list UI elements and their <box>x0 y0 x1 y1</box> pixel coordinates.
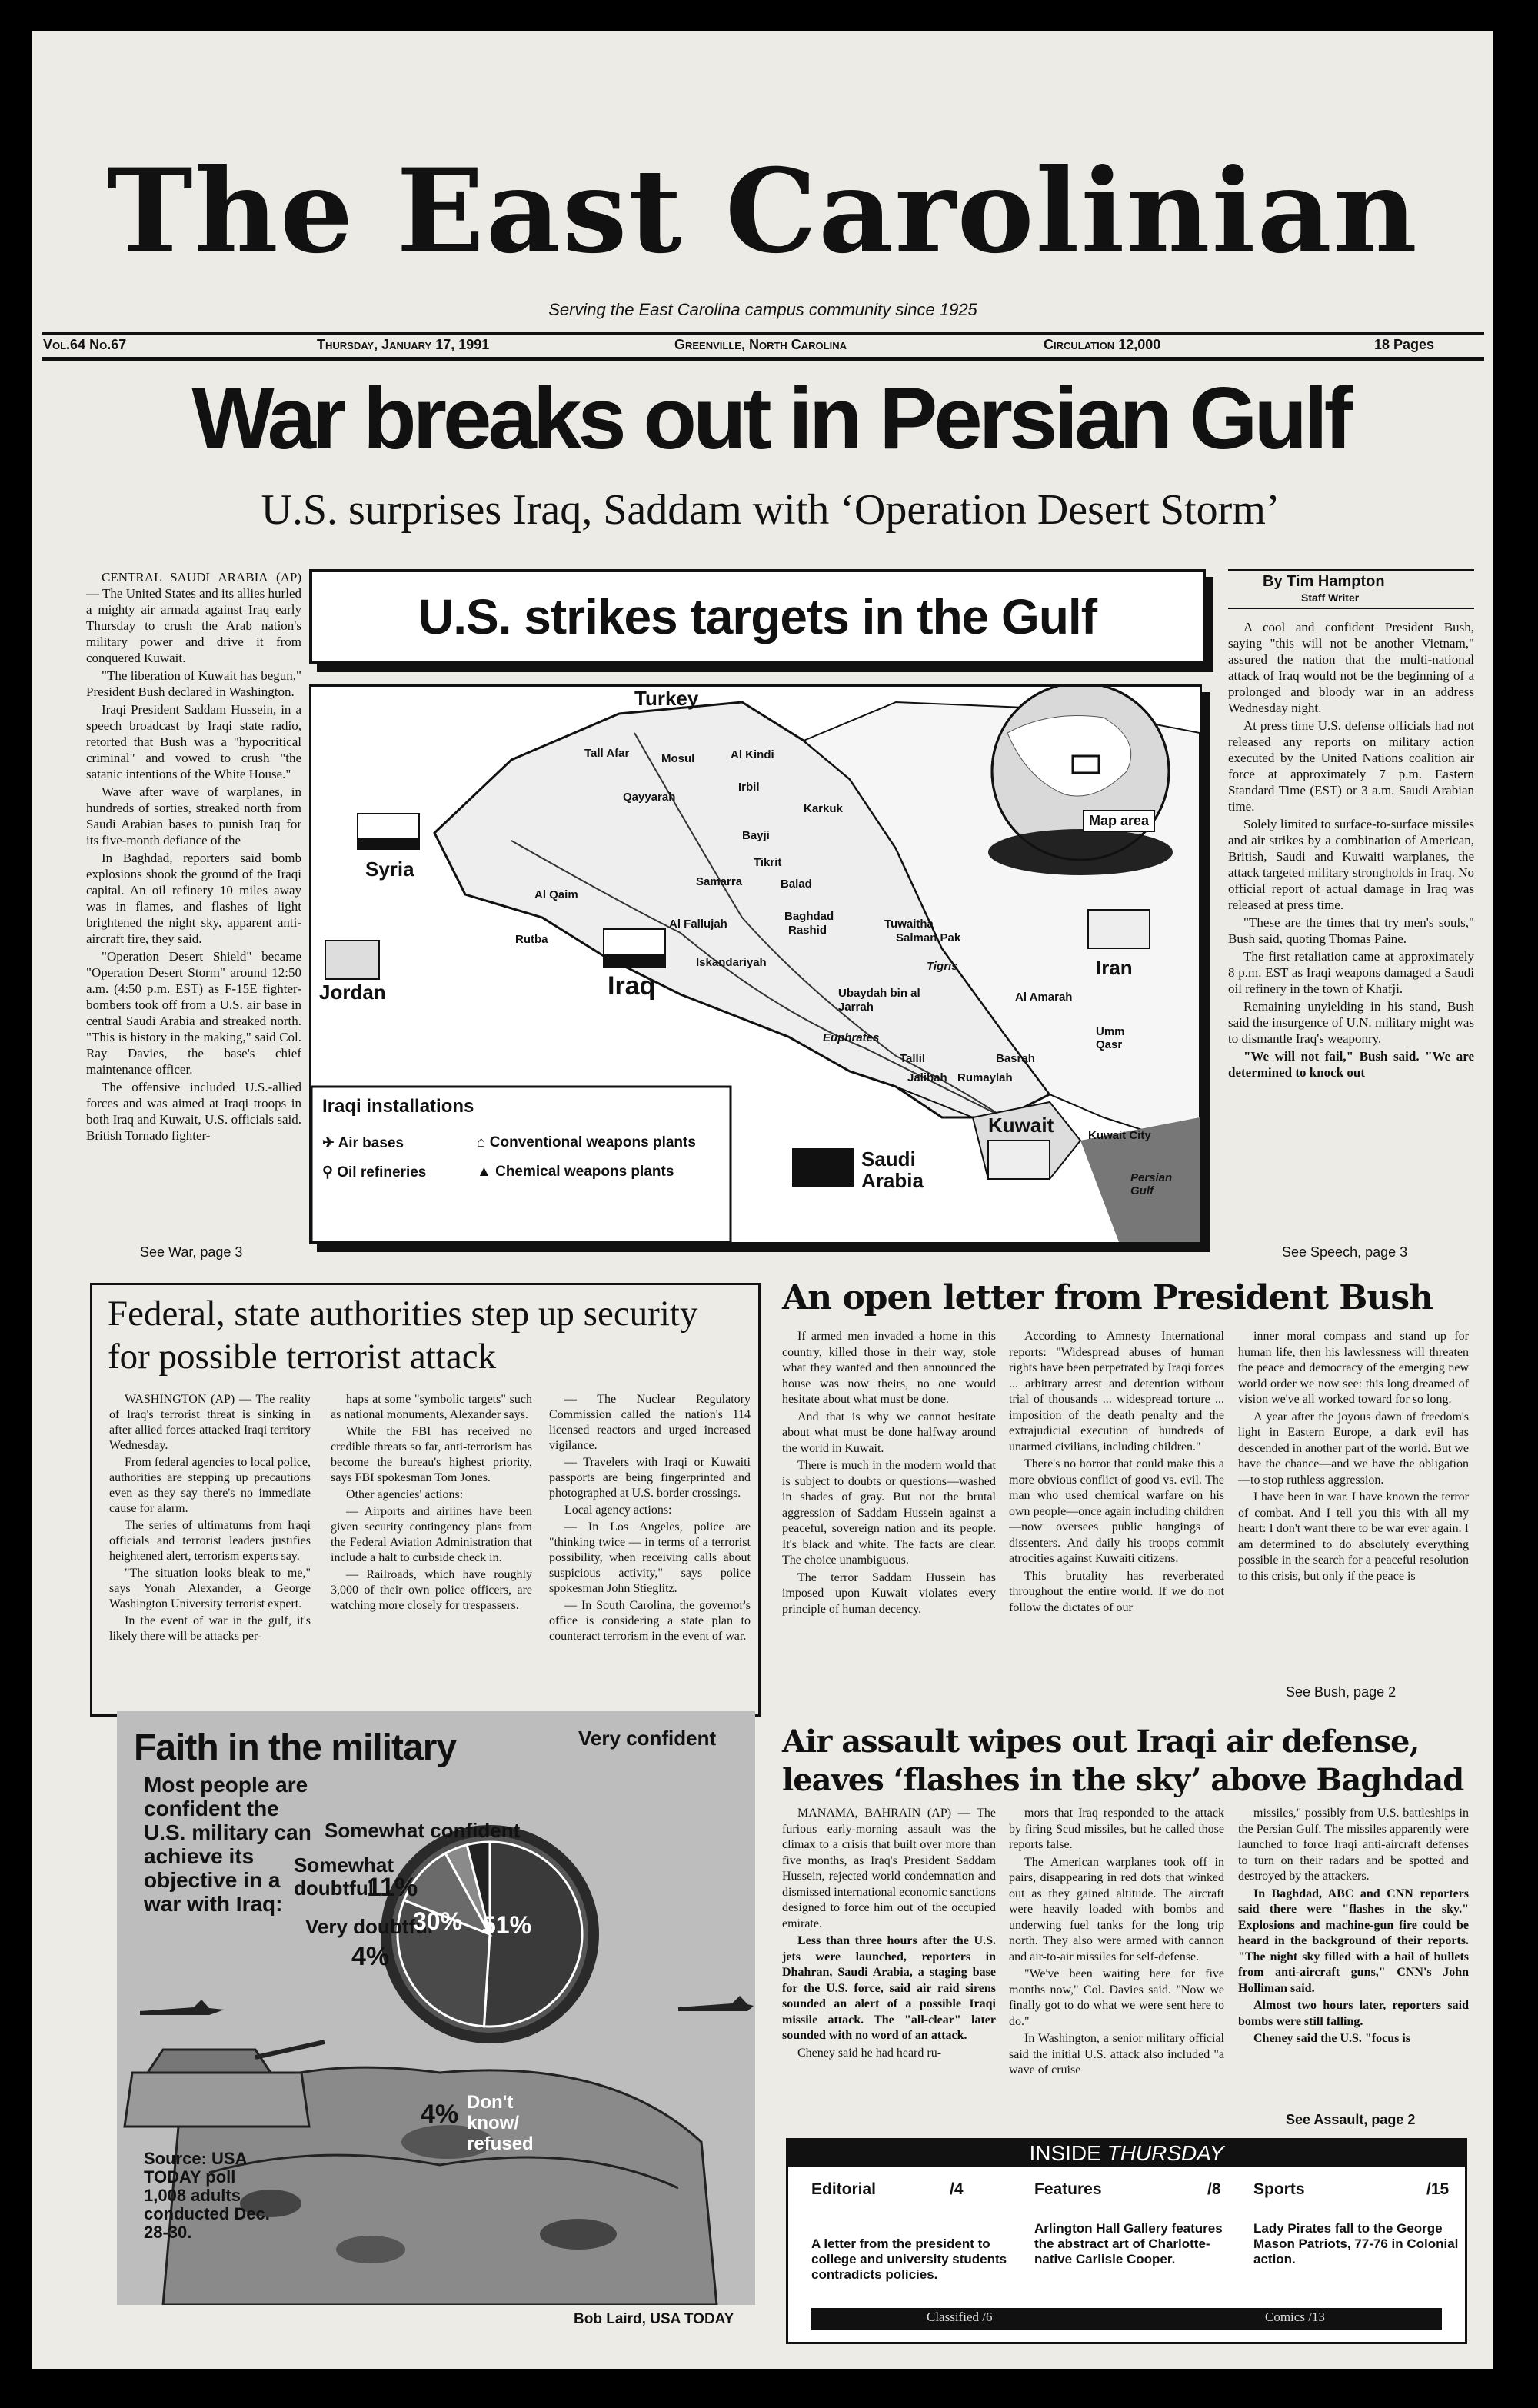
speech-role: Staff Writer <box>1301 591 1360 604</box>
map-city: Balad <box>781 878 812 891</box>
faith-chart-credit: Bob Laird, USA TODAY <box>574 2311 734 2327</box>
federal-headline: Federal, state authorities step up security for possible terrorist attack <box>108 1294 698 1377</box>
federal-paragraph: — In Los Angeles, police are "thinking twice — in terms of a terrorist possibility, when receiving calls about suspicious activity," says police spokesman John Stieglitz. <box>549 1520 751 1595</box>
map-city: Rutba <box>515 933 548 946</box>
legend-title: Iraqi installations <box>322 1096 474 1117</box>
federal-paragraph: Local agency actions: <box>564 1504 672 1517</box>
inside-banner-label: INSIDE <box>1029 2141 1101 2165</box>
legend-air-bases: ✈ Air bases <box>322 1135 404 1151</box>
map-city: Mosul <box>661 752 695 765</box>
inside-sports-page: /15 <box>1426 2180 1450 2198</box>
pie-label-dont-know: Don't know/ refused <box>467 2092 534 2154</box>
map-country-turkey: Turkey <box>634 687 699 710</box>
air-column-1 <box>782 1806 996 2129</box>
speech-paragraph: At press time U.S. defense officials had not released any reports on military action executed by the United Nations coalition air force at approximately 7 p.m. Eastern Standard Time (EST) or 3 a.m. Saudi Arabian time. <box>1228 718 1474 814</box>
masthead-title: The East Carolinian <box>107 144 1419 279</box>
speech-jump[interactable]: See Speech, page 3 <box>1282 1244 1408 1260</box>
map-area-label: Map area <box>1083 810 1155 832</box>
inside-sports-title[interactable]: Sports <box>1253 2180 1305 2198</box>
pie-label-very-confident: Very confident <box>578 1727 717 1750</box>
federal-paragraph: In the event of war in the gulf, it's likely there will be attacks per- <box>109 1614 311 1643</box>
map-city: Rumaylah <box>957 1071 1013 1084</box>
federal-paragraph: — The Nuclear Regulatory Commission called the nation's 114 licensed reactors and urged increased vigilance. <box>549 1393 751 1452</box>
bush-column-2 <box>1009 1329 1224 1702</box>
bush-paragraph: According to Amnesty International reports: "Widespread abuses of human rights have been perpetrated by Iraqi forces ... arbitrary arrest and detention without trial of thousands ... widespread torture ... imposition of the death penalty and the extrajudicial execution of hundreds of unarmed civilians, including children." <box>1009 1330 1224 1454</box>
air-paragraph: The American warplanes took off in pairs, disappearing in red dots that winked out as they gained altitude. The aircraft were heavily loaded with bombs and underwing fuel tanks for the long trip north. They also were armed with cannon and air-to-air missiles for self-defense. <box>1009 1855 1224 1963</box>
legend-conventional-plants: ⌂ Conventional weapons plants <box>477 1134 696 1151</box>
lead-headline: War breaks out in Persian Gulf <box>191 370 1350 468</box>
lead-story-column <box>86 569 301 1246</box>
map-country-syria: Syria <box>365 858 414 881</box>
map-city: Al Fallujah <box>669 918 727 931</box>
bush-paragraph: There's no horror that could make this a more obvious conflict of good vs. evil. The man who used chemical warfare on his own people—once again including children—now oversees public hangings of dissenters. And daily his troops commit atrocities against Kuwaiti citizens. <box>1009 1457 1224 1565</box>
bush-paragraph: If armed men invaded a home in this country, killed those in their way, stole what they wanted and then announced the house was now theirs, no one would hesitate about what must be done. <box>782 1330 996 1406</box>
speech-top-rule <box>1228 569 1474 571</box>
inside-features-title[interactable]: Features <box>1034 2180 1102 2198</box>
map-country-jordan: Jordan <box>319 981 386 1004</box>
chemical-plant-icon: ▲ <box>477 1164 496 1180</box>
federal-paragraph: haps at some "symbolic targets" such as national monuments, Alexander says. <box>331 1393 532 1421</box>
air-paragraph: mors that Iraq responded to the attack by firing Scud missiles, but he called those reports false. <box>1009 1807 1224 1851</box>
map-country-iraq: Iraq <box>608 971 656 1001</box>
map-city: Tall Afar <box>584 747 630 760</box>
lead-paragraph: "Operation Desert Shield" became "Operation Desert Storm" around 12:50 a.m. (4:50 p.m. EST) as F-15E fighter-bombers took off from a U.S. air base in central Saudi Arabia and streaked north. "This is history in the making," said Col. Ray Davies, the base's chief maintenance officer. <box>86 949 301 1077</box>
pie-value-very-confident: 51% <box>482 1911 532 1939</box>
lead-jump[interactable]: See War, page 3 <box>140 1244 243 1260</box>
air-paragraph: "We've been waiting here for five months now," Col. Davies said. "Now we finally got to do what we were sent here to do." <box>1009 1967 1224 2028</box>
speech-column <box>1228 619 1474 1246</box>
bush-column-1 <box>782 1329 996 1702</box>
inside-editorial-title[interactable]: Editorial <box>811 2180 877 2198</box>
map-country-saudi-arabia: Saudi Arabia <box>861 1147 924 1192</box>
masthead-tagline: Serving the East Carolina campus community since 1925 <box>548 300 977 319</box>
map-country-kuwait: Kuwait <box>988 1114 1054 1137</box>
air-paragraph: Almost two hours later, reporters said bombs were still falling. <box>1238 1999 1469 2028</box>
issue-date: Thursday, January 17, 1991 <box>317 337 490 352</box>
federal-paragraph: — In South Carolina, the governor's office is considering a state plan to counteract terrorism in the event of war. <box>549 1599 751 1643</box>
oil-refinery-icon: ⚲ <box>322 1164 338 1181</box>
inside-sports-blurb: Lady Pirates fall to the George Mason Patriots, 77-76 in Colonial action. <box>1253 2221 1459 2266</box>
faith-chart-question: Most people are confident the U.S. military can achieve its objective in a war with Iraq: <box>144 1773 311 1916</box>
speech-paragraph: "These are the times that try men's souls," Bush said, quoting Thomas Paine. <box>1228 915 1474 946</box>
lead-subhead: U.S. surprises Iraq, Saddam with ‘Operation Desert Storm’ <box>261 486 1280 534</box>
bush-paragraph: I have been in war. I have known the terror of combat. And I tell you this with all my heart: I don't want there to be war ever again. I am determined to do absolutely everything possible in the search for a peaceful resolution to this crisis, but only if the peace is <box>1238 1490 1469 1583</box>
federal-column-1 <box>109 1392 311 1704</box>
circulation: Circulation 12,000 <box>1044 337 1161 352</box>
map-title: U.S. strikes targets in the Gulf <box>309 569 1206 664</box>
bush-letter-headline: An open letter from President Bush <box>782 1278 1433 1317</box>
federal-paragraph: — Travelers with Iraqi or Kuwaiti passports are being fingerprinted and photographed at U.S. border crossings. <box>549 1456 751 1500</box>
lead-paragraph: Wave after wave of warplanes, in hundreds of sorties, streaked north from Saudi Arabian bases to punish Iraq for its five-month defiance of the <box>86 784 301 848</box>
speech-paragraph: Remaining unyielding in his stand, Bush said the insurgence of U.N. military might was to dismantle Iraq's weaponry. <box>1228 999 1474 1046</box>
pie-value-somewhat-confident: 30% <box>413 1907 463 1935</box>
map-city: Basrah <box>996 1052 1035 1065</box>
map-city: Umm Qasr <box>1096 1025 1125 1051</box>
air-paragraph: In Baghdad, ABC and CNN reporters said there were "flashes in the sky." Explosions and machine-gun fire could be heard in the background of their reports. "The night sky filled with a hail of bullets from anti-aircraft guns," CNN's John Holliman said. <box>1238 1887 1469 1995</box>
dateline-top-rule <box>42 332 1484 335</box>
speech-paragraph: The first retaliation came at approximately 8 p.m. EST as Iraqi weapons damaged a Saudi oil refinery in the town of Khafji. <box>1228 949 1474 996</box>
pie-label-somewhat-confident: Somewhat confident <box>325 1819 521 1842</box>
map-sea: Persian Gulf <box>1130 1171 1173 1197</box>
federal-paragraph: Other agencies' actions: <box>346 1488 464 1501</box>
legend-chemical-plants: ▲ Chemical weapons plants <box>477 1164 674 1180</box>
map-city: Samarra <box>696 875 743 888</box>
inside-banner <box>788 2140 1465 2167</box>
inside-comics[interactable]: Comics /13 <box>1265 2310 1325 2324</box>
air-paragraph: MANAMA, BAHRAIN (AP) — The furious early-morning assault was the climax to a crisis that built over more than five months, as Iraq's President Saddam Hussein, rejected world condemnation and dismissed international economic sanctions designed to force him out of the occupied emirate. <box>782 1807 996 1930</box>
federal-column-2 <box>331 1392 532 1704</box>
map-city: Irbil <box>738 781 760 794</box>
speech-paragraph: Solely limited to surface-to-surface missiles and air strikes by a combination of American, British, Saudi and Kuwaiti warplanes, the attack targeted military strongholds in Iraq. No official report of actual damage in Iraq was released at press time. <box>1228 817 1474 912</box>
air-paragraph: Cheney said he had heard ru- <box>797 2046 942 2060</box>
federal-column-3 <box>549 1392 751 1704</box>
inside-editorial-page: /4 <box>950 2180 964 2198</box>
assault-jump[interactable]: See Assault, page 2 <box>1286 2112 1416 2127</box>
newspaper-page <box>32 31 1493 2369</box>
map-city: Jalibah <box>907 1071 947 1084</box>
inside-editorial-blurb: A letter from the president to college and university students contradicts policies. <box>811 2236 1007 2282</box>
bush-paragraph: inner moral compass and stand up for human life, then his lawlessness will threaten the peace and democracy of the emerging new world order we now see: this long dreamed of vision we've all worked toward for so long. <box>1238 1330 1469 1406</box>
federal-paragraph: From federal agencies to local police, authorities are stepping up precautions even as they say there's no immediate cause for alarm. <box>109 1456 311 1515</box>
air-base-icon: ✈ <box>322 1135 338 1151</box>
inside-footer-bar <box>811 2308 1442 2330</box>
federal-paragraph: WASHINGTON (AP) — The reality of Iraq's terrorist threat is sinking in after allied forces attacked Iraqi territory Wednesday. <box>109 1393 311 1452</box>
air-column-2 <box>1009 1806 1224 2129</box>
map-city: Al Kindi <box>731 748 774 761</box>
map-city: Tallil <box>900 1052 926 1065</box>
speech-paragraph: A cool and confident President Bush, saying "this will not be another Vietnam," assured the nation that the multi-national attack of Iraq would not be the beginning of a prolonged and bloody war in an address Wednesday night. <box>1228 620 1474 715</box>
bush-column-3 <box>1238 1329 1469 1683</box>
speech-byline-rule <box>1228 608 1474 609</box>
bush-paragraph: And that is why we cannot hesitate about what must be done halfway around the world in Kuwait. <box>782 1410 996 1455</box>
faith-chart <box>117 1711 755 2305</box>
federal-paragraph: — Railroads, which have roughly 3,000 of their own police officers, are watching more closely for trespassers. <box>331 1568 532 1612</box>
federal-paragraph: — Airports and airlines have been given security contingency plans from the Federal Aviation Administration that include a halt to curbside check in. <box>331 1505 532 1564</box>
inside-features-blurb: Arlington Hall Gallery features the abstract art of Charlotte-native Carlisle Cooper. <box>1034 2221 1223 2266</box>
inside-features-page: /8 <box>1207 2180 1221 2198</box>
map-city: Al Amarah <box>1015 991 1073 1004</box>
lead-paragraph: CENTRAL SAUDI ARABIA (AP) — The United States and its allies hurled a mighty air armada against Iraq early Thursday to crush the Arab nation's military power and drive it from conquered Kuwait. <box>86 570 301 665</box>
gulf-map <box>309 684 1202 1244</box>
map-city: Ubaydah bin al Jarrah <box>838 987 920 1014</box>
inside-box <box>786 2138 1467 2344</box>
issue-place: Greenville, North Carolina <box>674 337 847 352</box>
map-city: Karkuk <box>804 802 843 815</box>
volume-number: Vol.64 No.67 <box>43 337 127 352</box>
pie-label-somewhat-doubtful: Somewhat doubtful <box>294 1853 394 1900</box>
air-column-3 <box>1238 1806 1469 2112</box>
pie-value-dont-know: 4% <box>421 2100 459 2129</box>
air-paragraph: Cheney said the U.S. "focus is <box>1253 2032 1411 2045</box>
pie-value-somewhat-doubtful: 11% <box>367 1873 418 1902</box>
lead-paragraph: Iraqi President Saddam Hussein, in a speech broadcast by Iraqi state radio, retorted that Bush was a "hypocritical criminal" and vowed to crush "the satanic intentions of the White House." <box>86 702 301 781</box>
map-city: Salman Pak <box>896 931 961 944</box>
lead-paragraph: The offensive included U.S.-allied forces and was aimed at Iraqi troops in both Iraq and Kuwait, U.S. officials said. British Tornado fighter- <box>86 1080 301 1143</box>
federal-paragraph: While the FBI has received no credible threats so far, anti-terrorism has become the bureau's highest priority, says FBI spokesman Tom Jones. <box>331 1425 532 1484</box>
faith-chart-source: Source: USA TODAY poll 1,008 adults conducted Dec. 28-30. <box>144 2149 270 2242</box>
map-city: Baghdad <box>784 910 834 923</box>
pie-label-very-doubtful: Very doubtful <box>305 1915 434 1938</box>
pie-value-very-doubtful: 4% <box>351 1942 390 1971</box>
inside-classified[interactable]: Classified /6 <box>927 2310 993 2324</box>
air-paragraph: missiles," possibly from U.S. battleships in the Persian Gulf. The missiles apparently were launched to force Iraqi anti-aircraft defenses to turn on their radars and be spotted and destroyed by the attackers. <box>1238 1807 1469 1883</box>
bush-paragraph: This brutality has reverberated throughout the entire world. If we do not follow the dictates of our <box>1009 1569 1224 1614</box>
speech-byline: By Tim Hampton <box>1263 573 1385 590</box>
air-assault-headline: Air assault wipes out Iraqi air defense, leaves ‘flashes in the sky’ above Baghdad <box>782 1724 1464 1798</box>
map-city: Bayji <box>742 829 770 842</box>
dateline-bottom-rule <box>42 357 1484 361</box>
bush-jump[interactable]: See Bush, page 2 <box>1286 1684 1397 1700</box>
map-city: Kuwait City <box>1088 1129 1151 1142</box>
inside-banner-day: THURSDAY <box>1107 2141 1224 2165</box>
map-city: Tikrit <box>754 856 782 869</box>
lead-paragraph: "The liberation of Kuwait has begun," President Bush declared in Washington. <box>86 668 301 699</box>
federal-paragraph: The series of ultimatums from Iraqi officials and terrorist leaders justifies heightened alert, terrorism experts say. <box>109 1519 311 1563</box>
air-paragraph: In Washington, a senior military official said the initial U.S. attack also included "a wave of cruise <box>1009 2032 1224 2077</box>
faith-chart-title: Faith in the military <box>134 1727 457 1768</box>
conventional-plant-icon: ⌂ <box>477 1134 490 1151</box>
map-city: Al Qaim <box>534 888 578 901</box>
map-city: Iskandariyah <box>696 956 767 969</box>
bush-paragraph: There is much in the modern world that is subject to doubts or questions—washed in shades of gray. But not the brutal aggression of Saddam Hussein against a peaceful, sovereign nation and its people. It's black and white. The facts are clear. The choice unambiguous. <box>782 1459 996 1567</box>
page-count: 18 Pages <box>1374 337 1435 352</box>
legend-oil-refineries: ⚲ Oil refineries <box>322 1164 427 1181</box>
speech-paragraph: "We will not fail," Bush said. "We are determined to knock out <box>1228 1049 1474 1080</box>
federal-paragraph: "The situation looks bleak to me," says Yonah Alexander, a George Washington University terrorist expert. <box>109 1567 311 1610</box>
air-paragraph: Less than three hours after the U.S. jets were launched, reporters in Dhahran, Saudi Arabia, a staging base for the U.S. force, said air raid sirens sounded an alert of a possible Iraqi missile attack. The "all-clear" later sounded with no word of an attack. <box>782 1934 996 2042</box>
lead-paragraph: In Baghdad, reporters said bomb explosions shook the ground of the Iraqi capital. An oil refinery 10 miles away was in flames, and flashes of light brightened the night sky, apparent anti-aircraft fire, they said. <box>86 851 301 946</box>
bush-paragraph: A year after the joyous dawn of freedom's light in Eastern Europe, a dark evil has descended in another part of the world. But we have the chance—and we have the obligation—to stop ruthless aggression. <box>1238 1410 1469 1487</box>
map-river: Tigris <box>927 960 958 973</box>
map-city: Qayyarah <box>623 791 676 804</box>
map-country-iran: Iran <box>1096 956 1133 979</box>
map-city: Tuwaitha <box>884 918 934 931</box>
map-city: Rashid <box>788 924 827 937</box>
map-river: Euphrates <box>823 1031 880 1044</box>
bush-paragraph: The terror Saddam Hussein has imposed upon Kuwait violates every principle of human decency. <box>782 1570 996 1616</box>
